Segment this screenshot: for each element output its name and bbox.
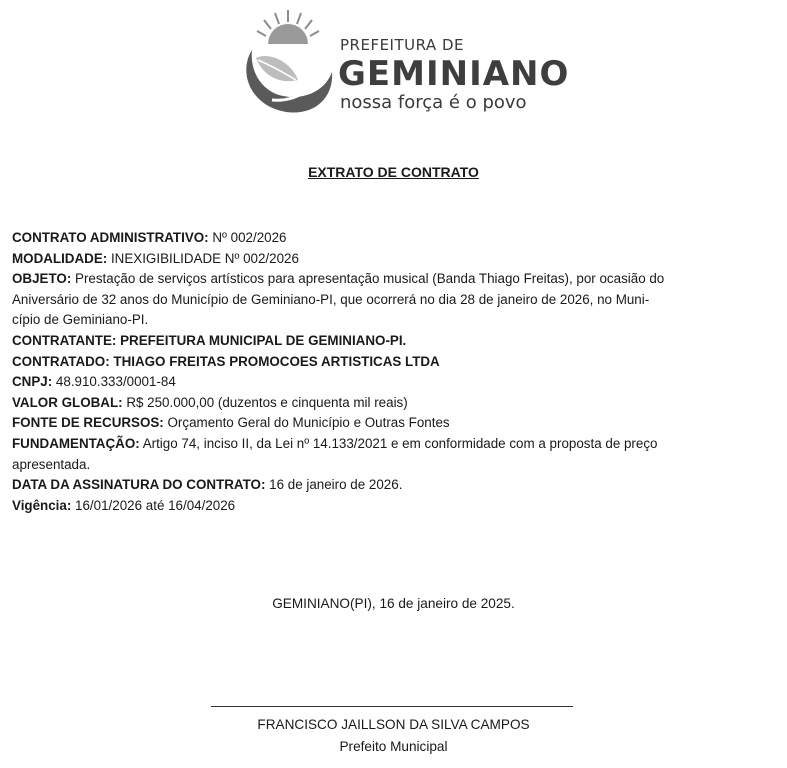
fundamentacao-field: FUNDAMENTAÇÃO: Artigo 74, inciso II, da Lei nº 14.133/2021 e em conformidade com a proposta de preço <box>12 435 658 451</box>
objeto-line-3: cípio de Geminiano-PI. <box>12 312 149 328</box>
header-municipality-name: GEMINIANO <box>338 54 570 94</box>
signature-block <box>0 714 787 758</box>
header-line-1: PREFEITURA DE <box>340 36 464 54</box>
objeto-field: OBJETO: Prestação de serviços artísticos para apresentação musical (Banda Thiago Freitas), por ocasião do <box>12 271 665 287</box>
header-slogan: nossa força é o povo <box>340 92 527 113</box>
logo-emblem-icon <box>228 2 348 120</box>
contratado-field: CONTRATADO: THIAGO FREITAS PROMOCOES ARTISTICAS LTDA <box>12 353 440 369</box>
fonte-field: FONTE DE RECURSOS: Orçamento Geral do Município e Outras Fontes <box>12 415 450 431</box>
vigencia-field: Vigência: 16/01/2026 até 16/04/2026 <box>12 497 236 513</box>
document-title: EXTRATO DE CONTRATO <box>308 164 479 180</box>
valor-field: VALOR GLOBAL: R$ 250.000,00 (duzentos e cinquenta mil reais) <box>12 394 408 410</box>
signature-line <box>211 706 573 707</box>
objeto-line-2: Aniversário de 32 anos do Município de Geminiano-PI, que ocorrerá no dia 28 de janeiro de 2026, no Muni- <box>12 291 650 307</box>
contract-details <box>12 228 777 516</box>
contrato-field: CONTRATO ADMINISTRATIVO: Nº 002/2026 <box>12 230 287 245</box>
signatory-name: FRANCISCO JAILLSON DA SILVA CAMPOS <box>257 717 530 732</box>
contratante-field: CONTRATANTE: PREFEITURA MUNICIPAL DE GEMINIANO-PI. <box>12 332 407 348</box>
modalidade-field: MODALIDADE: INEXIGIBILIDADE Nº 002/2026 <box>12 250 299 266</box>
municipal-logo <box>228 2 568 120</box>
cnpj-field: CNPJ: 48.910.333/0001-84 <box>12 374 176 390</box>
signatory-role: Prefeito Municipal <box>339 739 448 754</box>
data-assinatura-field: DATA DA ASSINATURA DO CONTRATO: 16 de janeiro de 2026. <box>12 477 403 493</box>
place-date: GEMINIANO(PI), 16 de janeiro de 2025. <box>272 596 515 611</box>
fundamentacao-line-2: apresentada. <box>12 456 91 472</box>
